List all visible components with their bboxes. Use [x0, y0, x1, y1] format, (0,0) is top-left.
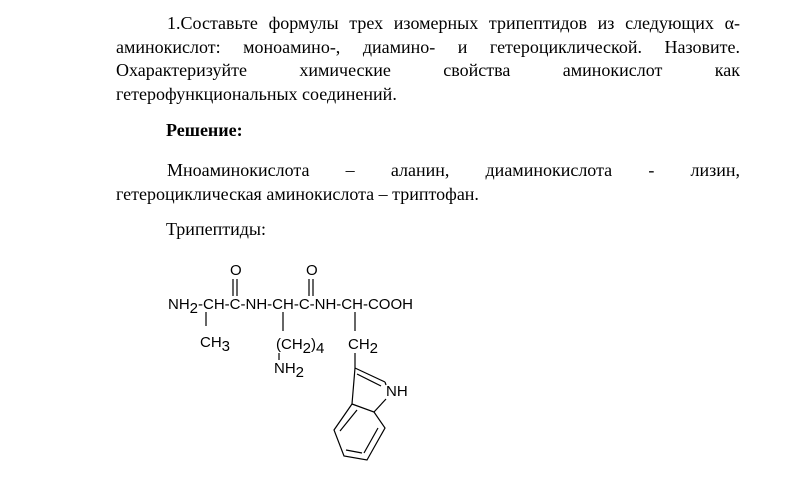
task-line-4: гетерофункциональных соединений. [116, 83, 397, 104]
benzene-inner-bond-2 [364, 428, 378, 453]
task-line-3: Охарактеризуйте химические свойства аминокислот как [116, 60, 740, 80]
oxygen-2-label: O [306, 262, 318, 279]
benzene-ring [334, 404, 385, 460]
benzene-inner-bond-3 [346, 450, 362, 453]
main-nh2-label: NH2-CH-C-NH-CH-C-NH-CH-COOH [168, 296, 413, 317]
oxygen-1-label: O [230, 262, 242, 279]
lysine-ch2n-label: (CH2)4 [276, 336, 325, 357]
task-line-2: аминокислот: моноамино-, диамино- и гетероциклической. Назовите. [116, 36, 740, 57]
lysine-nh2-label: NH2 [274, 360, 305, 381]
pyrrole-c2-c3-double [357, 374, 381, 386]
tryptophan-ch2-label: CH2 [348, 336, 379, 357]
indole-nh-label: NH [386, 383, 408, 400]
ch3-label: CH3 [200, 334, 231, 355]
solution-heading: Решение: [166, 120, 243, 140]
pyrrole-n-c7a [374, 399, 386, 412]
answer-line-1: Мноаминокислота – аланин, диаминокислота - лизин, [167, 160, 740, 180]
task-line-1: 1.Составьте формулы трех изомерных трипептидов из следующих α- [167, 13, 740, 33]
pyrrole-c3-c3a [352, 368, 355, 404]
tripeptides-label: Трипептиды: [166, 219, 266, 239]
answer-line-2: гетероциклическая аминокислота – триптофан. [116, 183, 479, 204]
benzene-inner-bond-1 [340, 410, 357, 431]
